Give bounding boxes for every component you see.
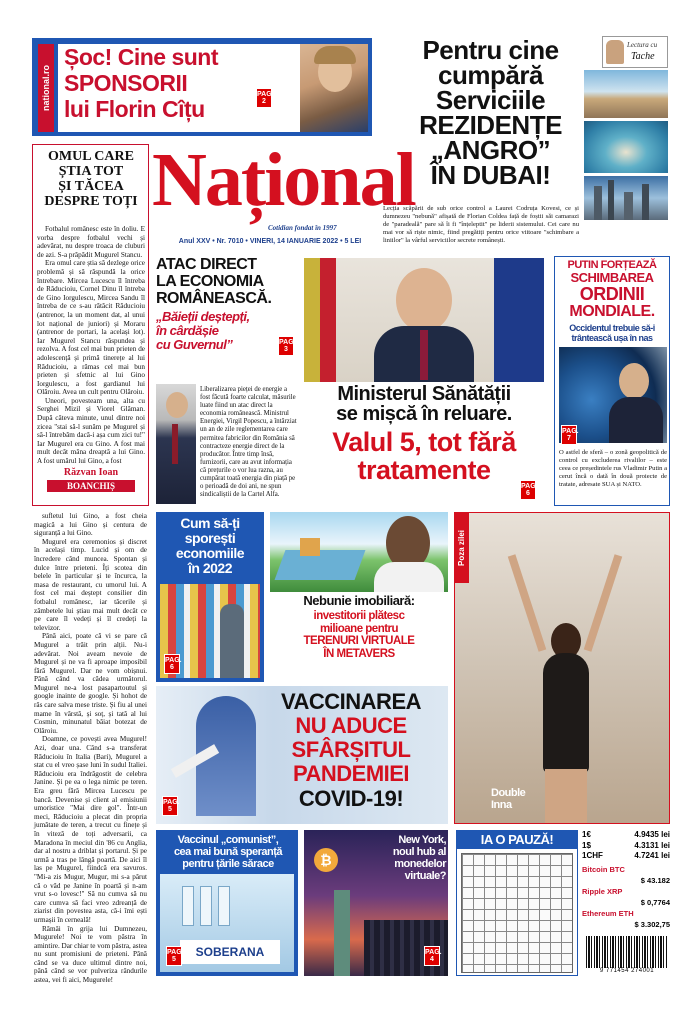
red-line: TERENURI VIRTUALE	[303, 635, 415, 647]
rates-section	[582, 830, 670, 976]
dubai-photo-3	[584, 176, 668, 220]
columnist-label: Lectura cu	[627, 41, 658, 49]
headline-line: DESPRE TOȚI	[44, 194, 138, 209]
headline-line: SCHIMBAREA	[570, 270, 654, 285]
red-line: tratamente	[357, 455, 491, 485]
left-column-headline	[37, 149, 145, 209]
vaccin-headline	[256, 690, 446, 812]
headline-line: New York,	[398, 834, 446, 846]
dubai-headline-line: „ANGRO”	[430, 135, 551, 165]
banner-headline-line: SPONSORII	[64, 70, 188, 96]
rate-value: $ 3.302,75	[634, 920, 670, 929]
headline-line: sporești	[184, 530, 236, 546]
crossword-section[interactable]	[456, 830, 578, 976]
dubai-photo-2	[584, 121, 668, 173]
page-badge: PAG. 6	[164, 654, 180, 674]
barcode	[586, 936, 668, 968]
subheadline-line: cu Guvernul”	[156, 337, 233, 352]
headline-line: PANDEMIEI	[292, 761, 410, 786]
rate-value: $ 43.182	[640, 876, 670, 885]
article-paragraph: Rămâi în grija lui Dumnezeu, Mugurele! Noi te vom păstra în amintire. Dar chiar te vom păstra, astea nu sunt promisiuni de prieteni. Până când se va duce ultimul dintre noi, până când se vor pulveriza rândurile astea, vei fi aici, Mugurele!	[34, 924, 147, 985]
putin-subheadline	[557, 323, 667, 343]
page-badge: PAG. 3	[278, 336, 294, 356]
article-paragraph: sufletul lui Gino, a fost cheia magică a lui Gino și centura de siguranță a lui Gino.	[34, 512, 147, 538]
headline-line: noul hub al	[392, 846, 446, 858]
left-column-box[interactable]	[32, 144, 149, 506]
left-column-text-top	[37, 225, 145, 466]
rate-value: 4.9435 lei	[634, 830, 670, 839]
headline-line: SFÂRȘITUL	[291, 737, 411, 762]
headline-line: ROMÂNEASCĂ.	[156, 290, 272, 307]
currency-rate-row	[582, 841, 670, 852]
dubai-lead: Lecția scăpării de sub orice control a Laurei Codruța Kovesi, ce și dumnezeu "nebună" afișată de Florian Coldea față de foștii săi camarazi de "paradeală" pare să îi fi "înțeleptit" pe liderii sistemului. Cei care nu mai vor să riște nimic, fiind pregătiți pentru orice viitoare "schimbare a liniilor" la vârful serviciilor secrete românești.	[383, 205, 579, 244]
article-paragraph: Până aici, poate că vi se pare că Mugurel a trăit prin alții. Nu-i adevărat. Noi aveam nevoie de Mugurel și ne va fi aproape imposibil fără Mugurel. Dar ne vom obișnui. Până când va cădea următorul. Mugurel ne-a lost pasapartoutul și google inainte de google. Și hohot de râs care salva mese triste. Și fiu al unei mame în vârstă, și soț, și tată al lui Cosmin, minunatul băiat botezat de Olăroiu.	[34, 632, 147, 735]
rate-label: Ripple XRP	[582, 887, 623, 896]
columnist-name: Tache	[631, 51, 655, 62]
rate-value: 4.7241 lei	[634, 851, 670, 860]
headline-line: Cum să-ți	[180, 515, 240, 531]
florin-citu-photo	[300, 44, 368, 132]
health-headline[interactable]	[304, 384, 544, 424]
headline-line: virtuale?	[404, 870, 446, 882]
article-paragraph: Uneori, povesteam una, alta cu Serghei Mizil și Viorel Glăman. După câteva minute, unul dintre noi zicea "stai să-l sunăm pe Mugurel și să-l întrebăm dacă-i așa cum zici tu!" Iar Mugurel era cu Gino. A fost mai mult decât mâna dreaptă a lui Gino. A fost umărul lui Gino, a fost	[37, 396, 145, 466]
red-line: investitorii plătesc	[313, 610, 405, 622]
masthead-tagline: Cotidian fondat în 1997	[268, 224, 337, 232]
subheadline-line: trântească ușa în nas	[571, 333, 653, 343]
article-paragraph: Era omul care știa să dezlege orice problemă și să răspundă la orice întrebare. Mircea Lucescu îl întreba de Răducioiu, Cornel Dinu îl întreba de Gino Iorgulescu, Mircea Sandu îl întreba de ce s-au rătăcit Răducioiu (antrenor, la un moment dat, al unui lot național de juniori) și Moraru (antrenor de portari, la același lot). Iar Mugurel Stancu răspundea și rezolva. A fost cel mai bun prieten de adolescență și primă tinerețe al lui Răducioiu, a rămas cel mai bun prieten și sfetnic al lui Gino Iorgulescu, a fost gardianul lui Olăroiu. Avea un cult pentru Olăroiu.	[37, 259, 145, 397]
banner-headline-line: lui Florin Cîțu	[64, 96, 205, 122]
rate-label: Ethereum ETH	[582, 909, 634, 918]
dubai-photo-1	[584, 70, 668, 118]
currency-rate-row	[582, 830, 670, 841]
page-badge: PAG. 5	[162, 796, 178, 816]
headline-line: ȘTIA TOT	[58, 164, 124, 179]
vaccin-comunist-headline	[160, 834, 296, 870]
vaccin-comunist-section[interactable]	[156, 830, 298, 976]
red-line: ÎN METAVERS	[323, 647, 395, 660]
atac-section[interactable]	[156, 256, 298, 504]
rate-value: 4.3131 lei	[634, 840, 670, 850]
crypto-rate-row	[582, 886, 670, 908]
columnist-tag	[602, 36, 668, 68]
page-badge: PAG. 5	[166, 946, 182, 966]
article-paragraph: Doamne, ce povești avea Mugurel! Azi, doar una. Când s-a transferat Răducioiu în Italia (Bari), Mugurel a stat cu el vreo șase luni în sudul Italiei. Răducioiu era îndrăgostit de celebra Janine. Și pe ea o lega nimic pe teren. Era greu fără Mircea Lucescu pe bancă. Devenise și client al emisiunii umoristice "Mai dire gol". Într-un meci, Răducioiu a plecat din propria jumătate de teren, a trecut cu finețe și în viteză de toți adversarii, ca Maradona în meciul din '86 cu Anglia, dar al nostru a driblat și portarul. Și pe urmă a tras pe lângă poartă. De aici îl las pe Mugurel, fiindcă era savuros. "Mi-a zis Mugur, Mugur, mi s-a părut că o văd pe Janine în poartă și n-am vrut s-o lovesc!" Să nu cumva să nu care cumva să faci vreo zdreanță de ziarist din povestea asta, că-i îmi ești urmașii în cerneală!	[34, 735, 147, 924]
headline-line: se mișcă în reluare.	[336, 403, 512, 425]
headline-line: monedelor	[394, 858, 446, 870]
metavers-photo	[270, 512, 448, 592]
headline-line: cea mai bună speranță	[173, 846, 283, 858]
barcode-number: 9 771454 274001	[599, 968, 655, 974]
economii-headline	[158, 516, 262, 576]
dubai-headline-line: Pentru cine	[422, 35, 559, 65]
atac-subheadline	[156, 310, 298, 352]
inna-photo	[515, 553, 615, 824]
page-badge: PAG. 4	[424, 946, 440, 966]
vaccin-section[interactable]	[156, 686, 448, 824]
page-badge: PAG. 2	[256, 88, 272, 108]
rate-label: 1CHF	[582, 851, 603, 860]
putin-headline	[557, 259, 667, 320]
crypto-rate-row	[582, 864, 670, 886]
page-badge: PAG. 7	[561, 425, 577, 445]
dubai-headline-line: REZIDENȚE	[419, 110, 562, 140]
crossword-title: IA O PAUZĂ!	[457, 831, 577, 849]
headline-line: economiile	[175, 545, 245, 561]
headline-line: în 2022	[188, 560, 232, 576]
crypto-list	[582, 864, 670, 930]
headline-line: MONDIALE.	[569, 303, 655, 320]
headline-line: NU ADUCE	[295, 713, 407, 738]
dubai-headline[interactable]	[383, 35, 598, 190]
headline-line: Vaccinul „comunist”,	[177, 834, 279, 846]
crypto-rate-row	[582, 908, 670, 930]
national-ro-side-label: national.ro	[38, 44, 54, 132]
economii-section[interactable]	[156, 512, 264, 682]
headline-line: LA ECONOMIA	[156, 273, 264, 290]
headline-line: pentru țările sărace	[182, 858, 274, 870]
red-line: Valul 5, tot fără	[332, 427, 516, 457]
top-left-banner[interactable]	[32, 38, 372, 136]
dubai-headline-line: cumpără	[438, 60, 543, 90]
headline-line: PUTIN FORȚEAZĂ	[567, 259, 657, 271]
dubai-headline-line: Serviciile	[435, 85, 546, 115]
left-column-text-bottom	[34, 512, 147, 985]
article-paragraph: Mugurel era ceremonios și discret în același timp. Lucid și om de încredere când muncea. Spontan și dulce între prieteni. Îți scotea din belele în particular și te încurca, la masa de restaurant, cu umorul lui. A fost cel mai deștept consilier din fotbalul românesc, iar tăcerile și zâmbetele lui știau mai mult decât ce pe care îl vedeți și îl credeți la televizor.	[34, 537, 147, 632]
health-red-headline	[304, 428, 544, 484]
masthead-issue: Anul XXV • Nr. 7010 • VINERI, 14 IANUARIE 2022 • 5 LEI	[178, 238, 362, 245]
rate-label: 1$	[582, 840, 591, 850]
currency-list	[582, 830, 670, 862]
bitcoin-icon: ₿	[314, 848, 338, 872]
headline-line: ORDINII	[579, 284, 645, 304]
rate-label: Bitcoin BTC	[582, 865, 625, 874]
poza-zilei-label: Poza zilei	[455, 513, 469, 583]
putin-body: O astfel de sferă – o zonă geopolitică de control cu excluderea rivalilor – este ceea ce președintele rus Vladimir Putin a cerut încă o dată în două proiecte de tratate, adresate SUA și NATO.	[559, 449, 667, 488]
headline-line: Ministerul Sănătății	[337, 383, 511, 405]
metavers-headline[interactable]: Nebunie imobiliară:	[303, 593, 415, 608]
caption-line: Inna	[491, 799, 512, 811]
masthead-title: Național	[152, 138, 415, 222]
banner-headline-line: Șoc! Cine sunt	[64, 44, 219, 70]
headline-line: VACCINAREA	[280, 689, 422, 714]
statue-of-liberty-icon	[334, 890, 350, 976]
subheadline-line: Occidentul trebuie să-i	[569, 323, 655, 333]
crossword-grid	[461, 853, 573, 973]
headline-line: ȘI TĂCEA	[58, 179, 124, 194]
health-photo	[304, 258, 544, 382]
red-line: milioane pentru	[319, 622, 399, 635]
headline-line: OMUL CARE	[48, 149, 134, 164]
author-box	[47, 467, 135, 501]
banner-headline	[64, 44, 300, 122]
headline-line: ATAC DIRECT	[156, 256, 257, 273]
subheadline-line: în cârdășie	[156, 323, 219, 338]
rate-label: 1€	[582, 830, 591, 839]
soberana-label: SOBERANA	[180, 940, 280, 964]
subheadline-line: „Băieții deștepți,	[156, 309, 250, 324]
atac-headline	[156, 256, 298, 307]
new-york-section[interactable]	[304, 830, 448, 976]
caption-line: Double	[491, 787, 526, 799]
virgil-popescu-photo	[156, 384, 196, 504]
poza-zilei-section[interactable]	[454, 512, 670, 824]
metavers-red-headline	[266, 610, 452, 660]
rate-value: $ 0,7764	[640, 898, 670, 907]
putin-section[interactable]	[554, 256, 670, 506]
poza-caption	[491, 787, 525, 811]
new-york-headline	[354, 834, 446, 882]
headline-line: COVID-19!	[298, 786, 404, 811]
article-paragraph: Fotbalul românesc este în doliu. E vorba despre fotbalul vechi și adevărat, nu despre troaca de cluburi de azi. S-a prăpădit Mugurel Stancu.	[37, 225, 145, 259]
currency-rate-row	[582, 851, 670, 862]
atac-body: Liberalizarea pieței de energie a fost făcută foarte calculat, măsurile luate fiind un atac direct la economia românească. Ministrul Energiei, Virgil Popescu, a întârziat un an de zile reglementarea care permitea fabricilor din România să contracteze energie direct de la producător. Între timp însă, furnizorii, care au avut informația că prețurile o vor lua razna, au cumpărat toată energia din piață pe o perioadă de doi ani, ne spun sindicaliștii de la Cartel Alfa.	[200, 386, 297, 499]
author-first-name: Răzvan Ioan	[63, 467, 119, 478]
page-badge: PAG. 6	[520, 480, 536, 500]
author-last-name: BOANCHIȘ	[47, 480, 135, 492]
dubai-headline-line: ÎN DUBAI!	[430, 160, 551, 190]
